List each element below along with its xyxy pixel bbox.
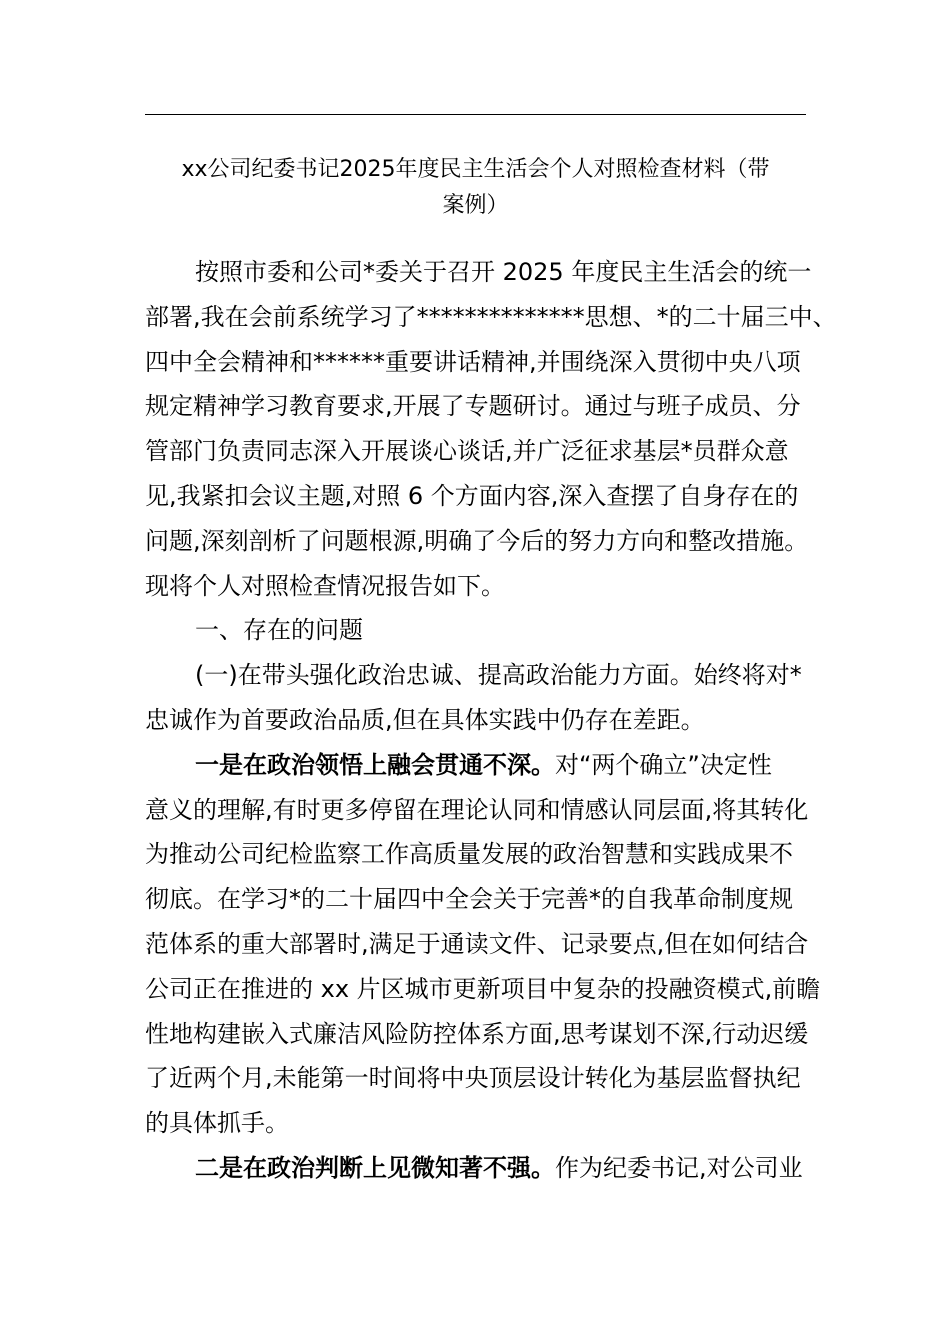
document-body bbox=[145, 250, 837, 1191]
point1-bold-lead: 一是在政治领悟上融会贯通不深。 bbox=[195, 750, 555, 779]
point1-first-rest: 对“两个确立”决定性 bbox=[555, 750, 772, 779]
intro-line: 四中全会精神和******重要讲话精神,并围绕深入贯彻中央八项 bbox=[145, 347, 801, 376]
document-title bbox=[140, 152, 811, 224]
point1-line: 公司正在推进的 xx 片区城市更新项目中复杂的投融资模式,前瞻 bbox=[145, 974, 821, 1003]
section-heading: 一、存在的问题 bbox=[195, 616, 363, 645]
intro-line: 问题,深刻剖析了问题根源,明确了今后的努力方向和整改措施。 bbox=[145, 526, 809, 555]
header-rule bbox=[145, 114, 806, 115]
point1-line: 了近两个月,未能第一时间将中央顶层设计转化为基层监督执纪 bbox=[145, 1064, 801, 1093]
point1-line: 性地构建嵌入式廉洁风险防控体系方面,思考谋划不深,行动迟缓 bbox=[145, 1019, 809, 1048]
point1-first-line bbox=[145, 743, 810, 788]
point1-line: 彻底。在学习*的二十届四中全会关于完善*的自我革命制度规 bbox=[145, 885, 793, 914]
intro-line: 现将个人对照检查情况报告如下。 bbox=[145, 571, 505, 600]
intro-line: 见,我紧扣会议主题,对照 6 个方面内容,深入查摆了自身存在的 bbox=[145, 481, 799, 510]
intro-line: 按照市委和公司*委关于召开 2025 年度民主生活会的统一 bbox=[195, 258, 812, 286]
point1-line: 范体系的重大部署时,满足于通读文件、记录要点,但在如何结合 bbox=[145, 929, 809, 958]
point1-line: 的具体抓手。 bbox=[145, 1109, 289, 1138]
point2-bold-lead: 二是在政治判断上见微知著不强。 bbox=[195, 1153, 555, 1182]
point1-line: 意义的理解,有时更多停留在理论认同和情感认同层面,将其转化 bbox=[145, 795, 809, 824]
point2-first-rest: 作为纪委书记,对公司业 bbox=[555, 1153, 803, 1182]
sub-heading-line: (一)在带头强化政治忠诚、提高政治能力方面。始终将对* bbox=[195, 661, 802, 690]
title-line: xx公司纪委书记2025年度民主生活会个人对照检查材料（带 bbox=[181, 157, 770, 182]
sub-heading-line: 忠诚作为首要政治品质,但在具体实践中仍存在差距。 bbox=[145, 705, 705, 734]
point1-line: 为推动公司纪检监察工作高质量发展的政治智慧和实践成果不 bbox=[145, 840, 793, 869]
intro-line: 部署,我在会前系统学习了**************思想、*的二十届三中、 bbox=[145, 302, 837, 331]
title-line: 案例） bbox=[442, 193, 509, 218]
point2-first-line bbox=[145, 1146, 810, 1191]
intro-line: 规定精神学习教育要求,开展了专题研讨。通过与班子成员、分 bbox=[145, 392, 801, 421]
intro-line: 管部门负责同志深入开展谈心谈话,并广泛征求基层*员群众意 bbox=[145, 437, 789, 466]
